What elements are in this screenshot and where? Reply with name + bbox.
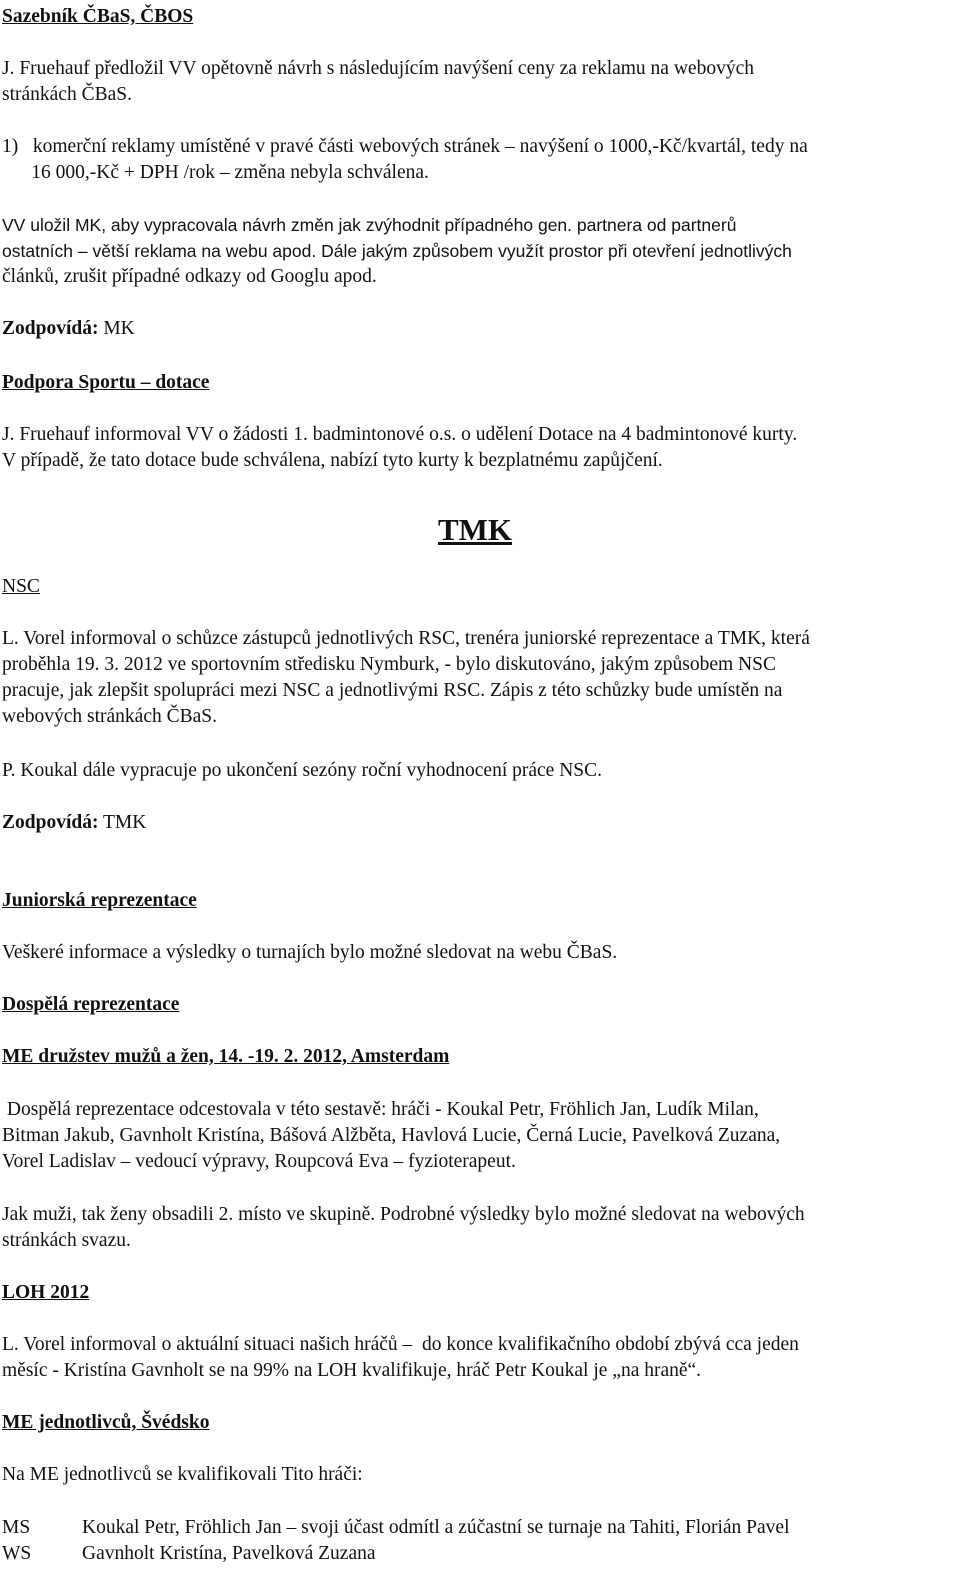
podpora-line-2: V případě, že tato dotace bude schválena, nabízí tyto kurty k bezplatnému zapůjčení. — [2, 450, 663, 471]
team-line-3: Vorel Ladislav – vedoucí výpravy, Roupcová Eva – fyzioterapeut. — [2, 1151, 516, 1172]
loh-heading: LOH 2012 — [2, 1282, 90, 1303]
junior-text: Veškeré informace a výsledky o turnajích bylo možné sledovat na webu ČBaS. — [2, 942, 618, 963]
nsc-line-2: proběhla 19. 3. 2012 ve sportovním středisku Nymburk, - bylo diskutováno, jakým způsobem NSC — [2, 654, 776, 675]
sazebnik-task-line-2: ostatních – větší reklama na webu apod. Dále jakým způsobem využít prostor při otevření jednotlivých — [2, 241, 792, 261]
result-line-1: Jak muži, tak ženy obsadili 2. místo ve skupině. Podrobné výsledky bylo možné sledovat na webových — [2, 1204, 805, 1225]
nsc-line-3: pracuje, jak zlepšit spolupráci mezi NSC a jednotlivými RSC. Zápis z této schůzky bude umístěn na — [2, 680, 783, 701]
responsible-value: TMK — [98, 812, 147, 833]
category-ms: MS — [2, 1517, 31, 1538]
sazebnik-task-line-3: článků, zrušit případné odkazy od Googlu apod. — [2, 266, 377, 287]
me-jednotlivcu-heading: ME jednotlivců, Švédsko — [2, 1412, 210, 1433]
sazebnik-intro-line-2: stránkách ČBaS. — [2, 84, 132, 105]
result-line-2: stránkách svazu. — [2, 1230, 131, 1251]
sazebnik-heading: Sazebník ČBaS, ČBOS — [2, 6, 194, 27]
tmk-heading: TMK — [438, 512, 513, 547]
team-line-1: Dospělá reprezentace odcestovala v této sestavě: hráči - Koukal Petr, Fröhlich Jan, Ludík Milan, — [2, 1099, 759, 1120]
nsc-heading: NSC — [2, 576, 40, 597]
sazebnik-responsible — [2, 316, 135, 342]
nsc-line-4: webových stránkách ČBaS. — [2, 706, 217, 727]
nsc-line-1: L. Vorel informoval o schůzce zástupců jednotlivých RSC, trenéra juniorské reprezentace a TMK, která — [2, 628, 810, 649]
players-ms: Koukal Petr, Fröhlich Jan – svoji účast odmítl a zúčastní se turnaje na Tahiti, Florián Pavel — [82, 1517, 790, 1538]
loh-line-2: měsíc - Kristína Gavnholt se na 99% na LOH kvalifikuje, hráč Petr Koukal je „na hraně“. — [2, 1360, 702, 1381]
category-ws: WS — [2, 1543, 32, 1564]
nsc-responsible — [2, 810, 146, 836]
junior-heading: Juniorská reprezentace — [2, 890, 197, 911]
players-ws: Gavnholt Kristína, Pavelková Zuzana — [82, 1543, 376, 1564]
me-jednotlivcu-intro: Na ME jednotlivců se kvalifikovali Tito hráči: — [2, 1464, 363, 1485]
sazebnik-task-line-1: VV uložil MK, aby vypracovala návrh změn jak zvýhodnit případného gen. partnera od partnerů — [2, 215, 737, 235]
sazebnik-item1-line-1: 1) komerční reklamy umístěné v pravé části webových stránek – navýšení o 1000,-Kč/kvartál, tedy na — [2, 136, 808, 157]
me-druzstev-heading: ME družstev mužů a žen, 14. -19. 2. 2012, Amsterdam — [2, 1046, 450, 1067]
dospela-heading: Dospělá reprezentace — [2, 994, 180, 1015]
sazebnik-intro-line-1: J. Fruehauf předložil VV opětovně návrh s následujícím navýšení ceny za reklamu na webových — [2, 58, 754, 79]
sazebnik-item1-line-2: 16 000,-Kč + DPH /rok – změna nebyla schválena. — [2, 162, 429, 183]
responsible-value: MK — [98, 318, 135, 339]
podpora-line-1: J. Fruehauf informoval VV o žádosti 1. badmintonové o.s. o udělení Dotace na 4 badmintonové kurty. — [2, 424, 798, 445]
loh-line-1: L. Vorel informoval o aktuální situaci našich hráčů – do konce kvalifikačního období zbývá cca jeden — [2, 1334, 799, 1355]
team-line-2: Bitman Jakub, Gavnholt Kristína, Bášová Alžběta, Havlová Lucie, Černá Lucie, Pavelková Zuzana, — [2, 1125, 781, 1146]
responsible-label: Zodpovídá: — [2, 812, 99, 833]
podpora-heading: Podpora Sportu – dotace — [2, 372, 210, 393]
responsible-label: Zodpovídá: — [2, 318, 99, 339]
nsc-koukal: P. Koukal dále vypracuje po ukončení sezóny roční vyhodnocení práce NSC. — [2, 760, 603, 781]
